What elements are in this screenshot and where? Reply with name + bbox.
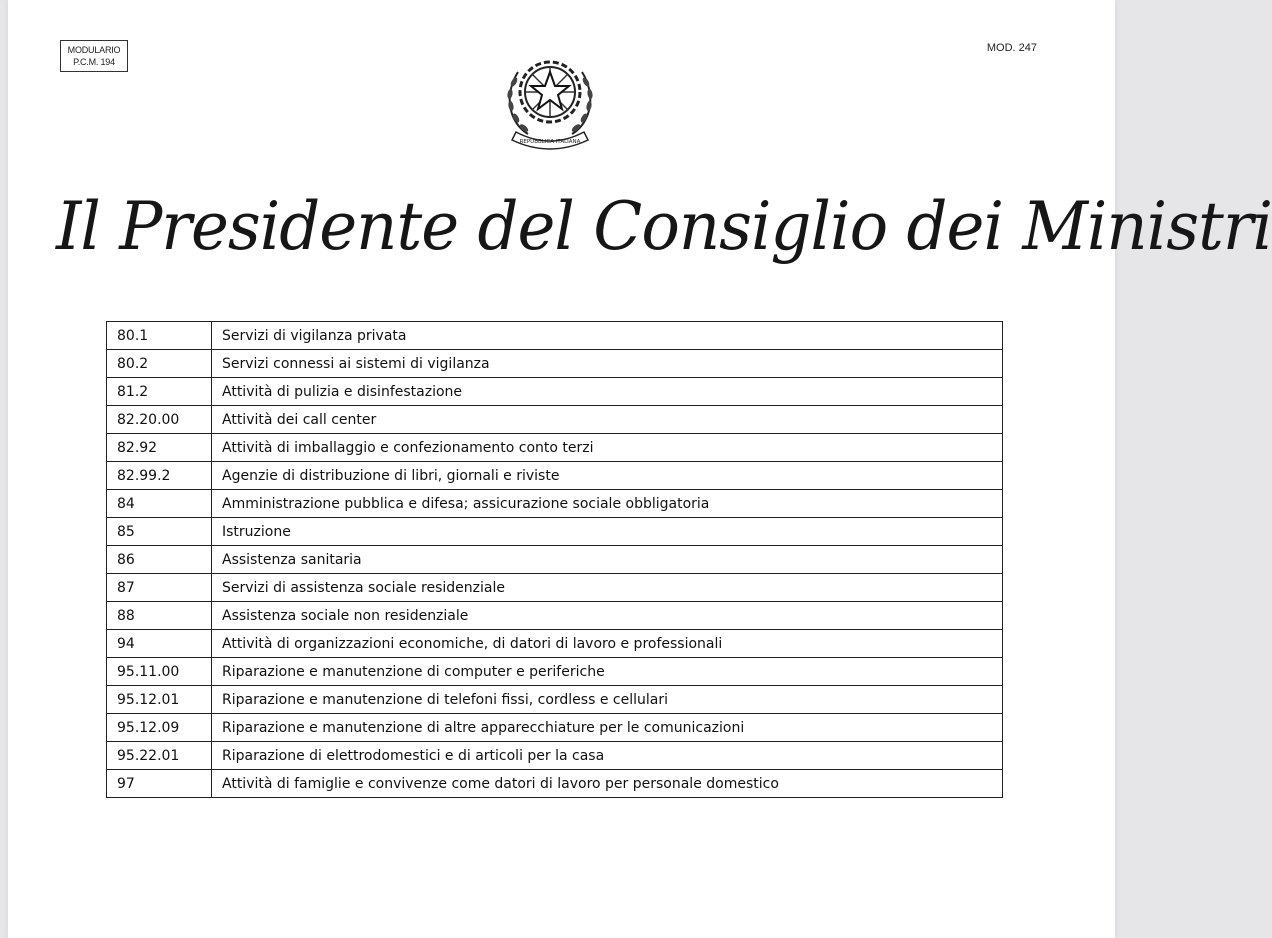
table-row	[107, 742, 1003, 770]
activity-description-cell: Attività di famiglie e convivenze come datori di lavoro per personale domestico	[212, 770, 1003, 798]
activity-code-cell: 88	[107, 602, 212, 630]
form-box	[60, 40, 128, 72]
form-code: MOD. 247	[986, 42, 1037, 54]
activity-description-cell: Attività dei call center	[212, 406, 1003, 434]
table-row	[107, 518, 1003, 546]
activity-description-cell: Servizi di assistenza sociale residenziale	[212, 574, 1003, 602]
activity-description-cell: Attività di organizzazioni economiche, di datori di lavoro e professionali	[212, 630, 1003, 658]
form-box-line-2: P.C.M. 194	[73, 57, 115, 67]
activity-code-cell: 80.2	[107, 350, 212, 378]
activity-description-cell: Riparazione di elettrodomestici e di articoli per la casa	[212, 742, 1003, 770]
activity-code-cell: 95.12.01	[107, 686, 212, 714]
activity-code-cell: 87	[107, 574, 212, 602]
activity-description-cell: Attività di pulizia e disinfestazione	[212, 378, 1003, 406]
table-row	[107, 350, 1003, 378]
activity-description-cell: Servizi di vigilanza privata	[212, 322, 1003, 350]
activity-code-cell: 97	[107, 770, 212, 798]
activity-code-cell: 95.11.00	[107, 658, 212, 686]
table-row	[107, 602, 1003, 630]
table-row	[107, 462, 1003, 490]
emblem-ribbon-text: REPUBBLICA ITALIANA	[519, 139, 581, 145]
activity-code-cell: 95.22.01	[107, 742, 212, 770]
table-row	[107, 406, 1003, 434]
activity-codes-table	[106, 321, 1003, 798]
activity-description-cell: Attività di imballaggio e confezionamento conto terzi	[212, 434, 1003, 462]
activity-description-cell: Assistenza sanitaria	[212, 546, 1003, 574]
activity-description-cell: Riparazione e manutenzione di telefoni fissi, cordless e cellulari	[212, 686, 1003, 714]
table-row	[107, 546, 1003, 574]
page-title: Il Presidente del Consiglio dei Ministri	[56, 188, 1272, 265]
activity-code-cell: 82.92	[107, 434, 212, 462]
activity-description-cell: Riparazione e manutenzione di altre apparecchiature per le comunicazioni	[212, 714, 1003, 742]
table-row	[107, 714, 1003, 742]
activity-description-cell: Istruzione	[212, 518, 1003, 546]
activity-code-cell: 82.20.00	[107, 406, 212, 434]
table-body	[107, 322, 1003, 798]
activity-description-cell: Amministrazione pubblica e difesa; assicurazione sociale obbligatoria	[212, 490, 1003, 518]
activity-code-cell: 80.1	[107, 322, 212, 350]
activity-description-cell: Agenzie di distribuzione di libri, giornali e riviste	[212, 462, 1003, 490]
activity-code-cell: 85	[107, 518, 212, 546]
activity-code-cell: 95.12.09	[107, 714, 212, 742]
document-page	[8, 0, 1272, 938]
form-box-line-1: MODULARIO	[67, 45, 121, 55]
table-row	[107, 434, 1003, 462]
activity-description-cell: Servizi connessi ai sistemi di vigilanza	[212, 350, 1003, 378]
activity-description-cell: Riparazione e manutenzione di computer e periferiche	[212, 658, 1003, 686]
table-row	[107, 322, 1003, 350]
activity-code-cell: 94	[107, 630, 212, 658]
activity-code-cell: 84	[107, 490, 212, 518]
table-row	[107, 770, 1003, 798]
table-row	[107, 574, 1003, 602]
table-row	[107, 630, 1003, 658]
italian-republic-emblem-icon	[498, 42, 602, 154]
table-row	[107, 378, 1003, 406]
activity-code-cell: 82.99.2	[107, 462, 212, 490]
activity-code-cell: 81.2	[107, 378, 212, 406]
activity-code-cell: 86	[107, 546, 212, 574]
table-row	[107, 490, 1003, 518]
activity-description-cell: Assistenza sociale non residenziale	[212, 602, 1003, 630]
table-row	[107, 658, 1003, 686]
table-row	[107, 686, 1003, 714]
